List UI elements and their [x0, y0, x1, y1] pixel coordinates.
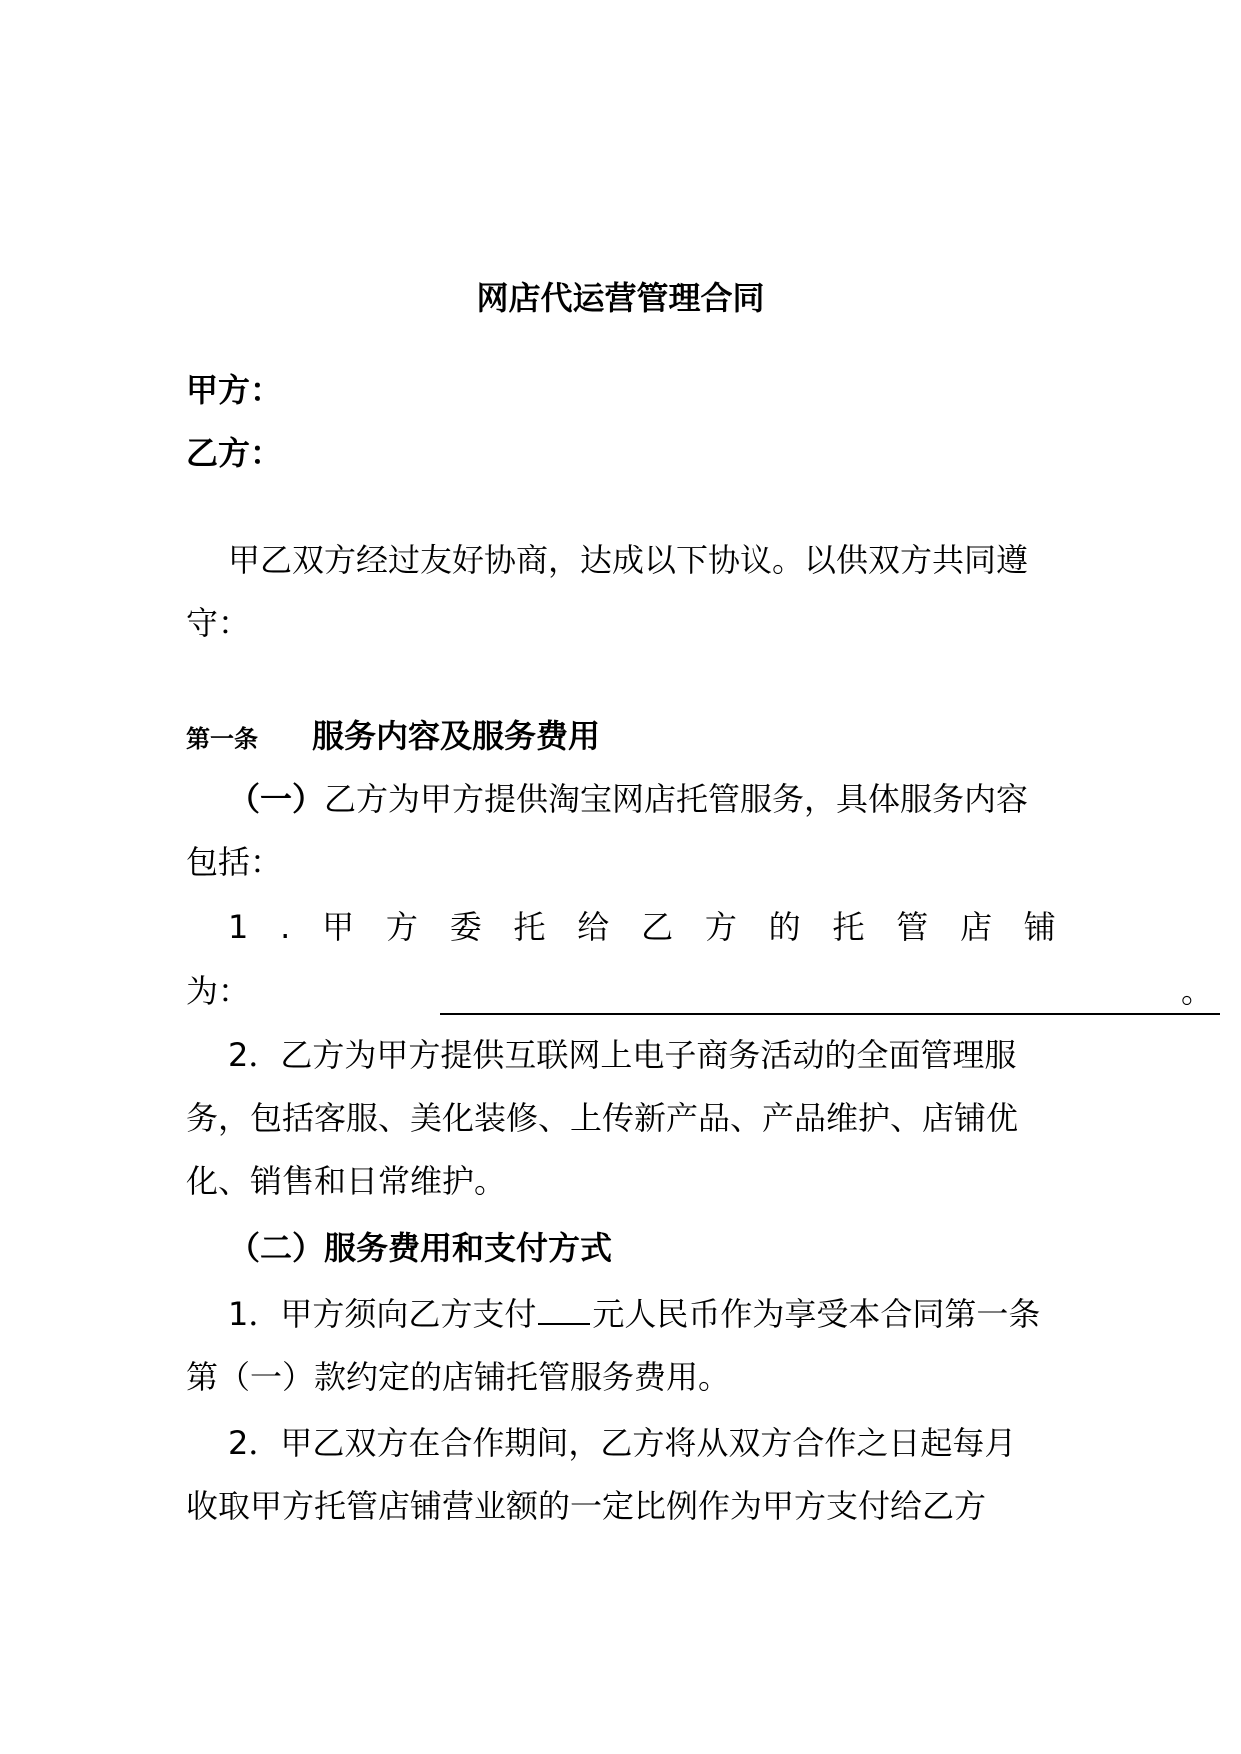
item-1-char: 管	[896, 908, 929, 946]
article-1-title: 服务内容及服务费用	[312, 717, 601, 755]
item-1-char: 店	[960, 908, 993, 946]
item-1-char: 方	[385, 908, 418, 946]
party-a-label: 甲方：	[186, 371, 283, 409]
item-2-line-2: 务，包括客服、美化装修、上传新产品、产品维护、店铺优	[186, 1099, 1019, 1137]
document-title: 网店代运营管理合同	[476, 279, 765, 317]
item-1-char: 委	[449, 908, 482, 946]
article-1-number: 第一条	[186, 725, 258, 753]
item-1-char: 方	[704, 908, 737, 946]
article-1-heading	[186, 714, 1056, 761]
fee-1-suffix: 元人民币作为享受本合同第一条	[592, 1295, 1041, 1333]
item-1-char: 1	[228, 908, 249, 946]
item-1-char: 铺	[1023, 908, 1056, 946]
section-2-heading: （二）服务费用和支付方式	[228, 1229, 613, 1267]
item-1-char: 托	[513, 908, 546, 946]
fee-amount-blank[interactable]	[538, 1293, 590, 1325]
fee-2-line-2: 收取甲方托管店铺营业额的一定比例作为甲方支付给乙方	[186, 1487, 987, 1525]
fee-1-prefix: 1．甲方须向乙方支付	[228, 1295, 537, 1333]
store-name-blank[interactable]	[440, 969, 1220, 1015]
item-2-line-3: 化、销售和日常维护。	[186, 1162, 507, 1200]
fee-1-line-1	[228, 1292, 1056, 1336]
item-1-char: 甲	[322, 908, 355, 946]
party-b-label: 乙方：	[186, 434, 283, 472]
section-1-text: 乙方为甲方提供淘宝网店托管服务，具体服务内容	[324, 780, 1029, 818]
preamble-line-2: 守：	[186, 604, 251, 642]
item-1-char: 的	[768, 908, 801, 946]
item-1-prefix: 为：	[186, 972, 251, 1010]
section-1-line-1	[228, 777, 1056, 821]
item-1-char: 给	[577, 908, 610, 946]
item-1-char: .	[280, 908, 291, 946]
item-1-period: 。	[1181, 972, 1214, 1010]
fee-2-line-1: 2．甲乙双方在合作期间，乙方将从双方合作之日起每月	[228, 1424, 1017, 1462]
fee-1-line-2: 第（一）款约定的店铺托管服务费用。	[186, 1358, 731, 1396]
section-1-label: （一）	[228, 780, 325, 818]
preamble-line-1: 甲乙双方经过友好协商，达成以下协议。以供双方共同遵	[228, 541, 1029, 579]
item-1-line-2	[186, 969, 1214, 1017]
section-1-line-2: 包括：	[186, 843, 283, 881]
item-1-char: 托	[832, 908, 865, 946]
item-2-line-1: 2．乙方为甲方提供互联网上电子商务活动的全面管理服	[228, 1036, 1017, 1074]
item-1-line-1	[228, 905, 1056, 949]
item-1-char: 乙	[641, 908, 674, 946]
